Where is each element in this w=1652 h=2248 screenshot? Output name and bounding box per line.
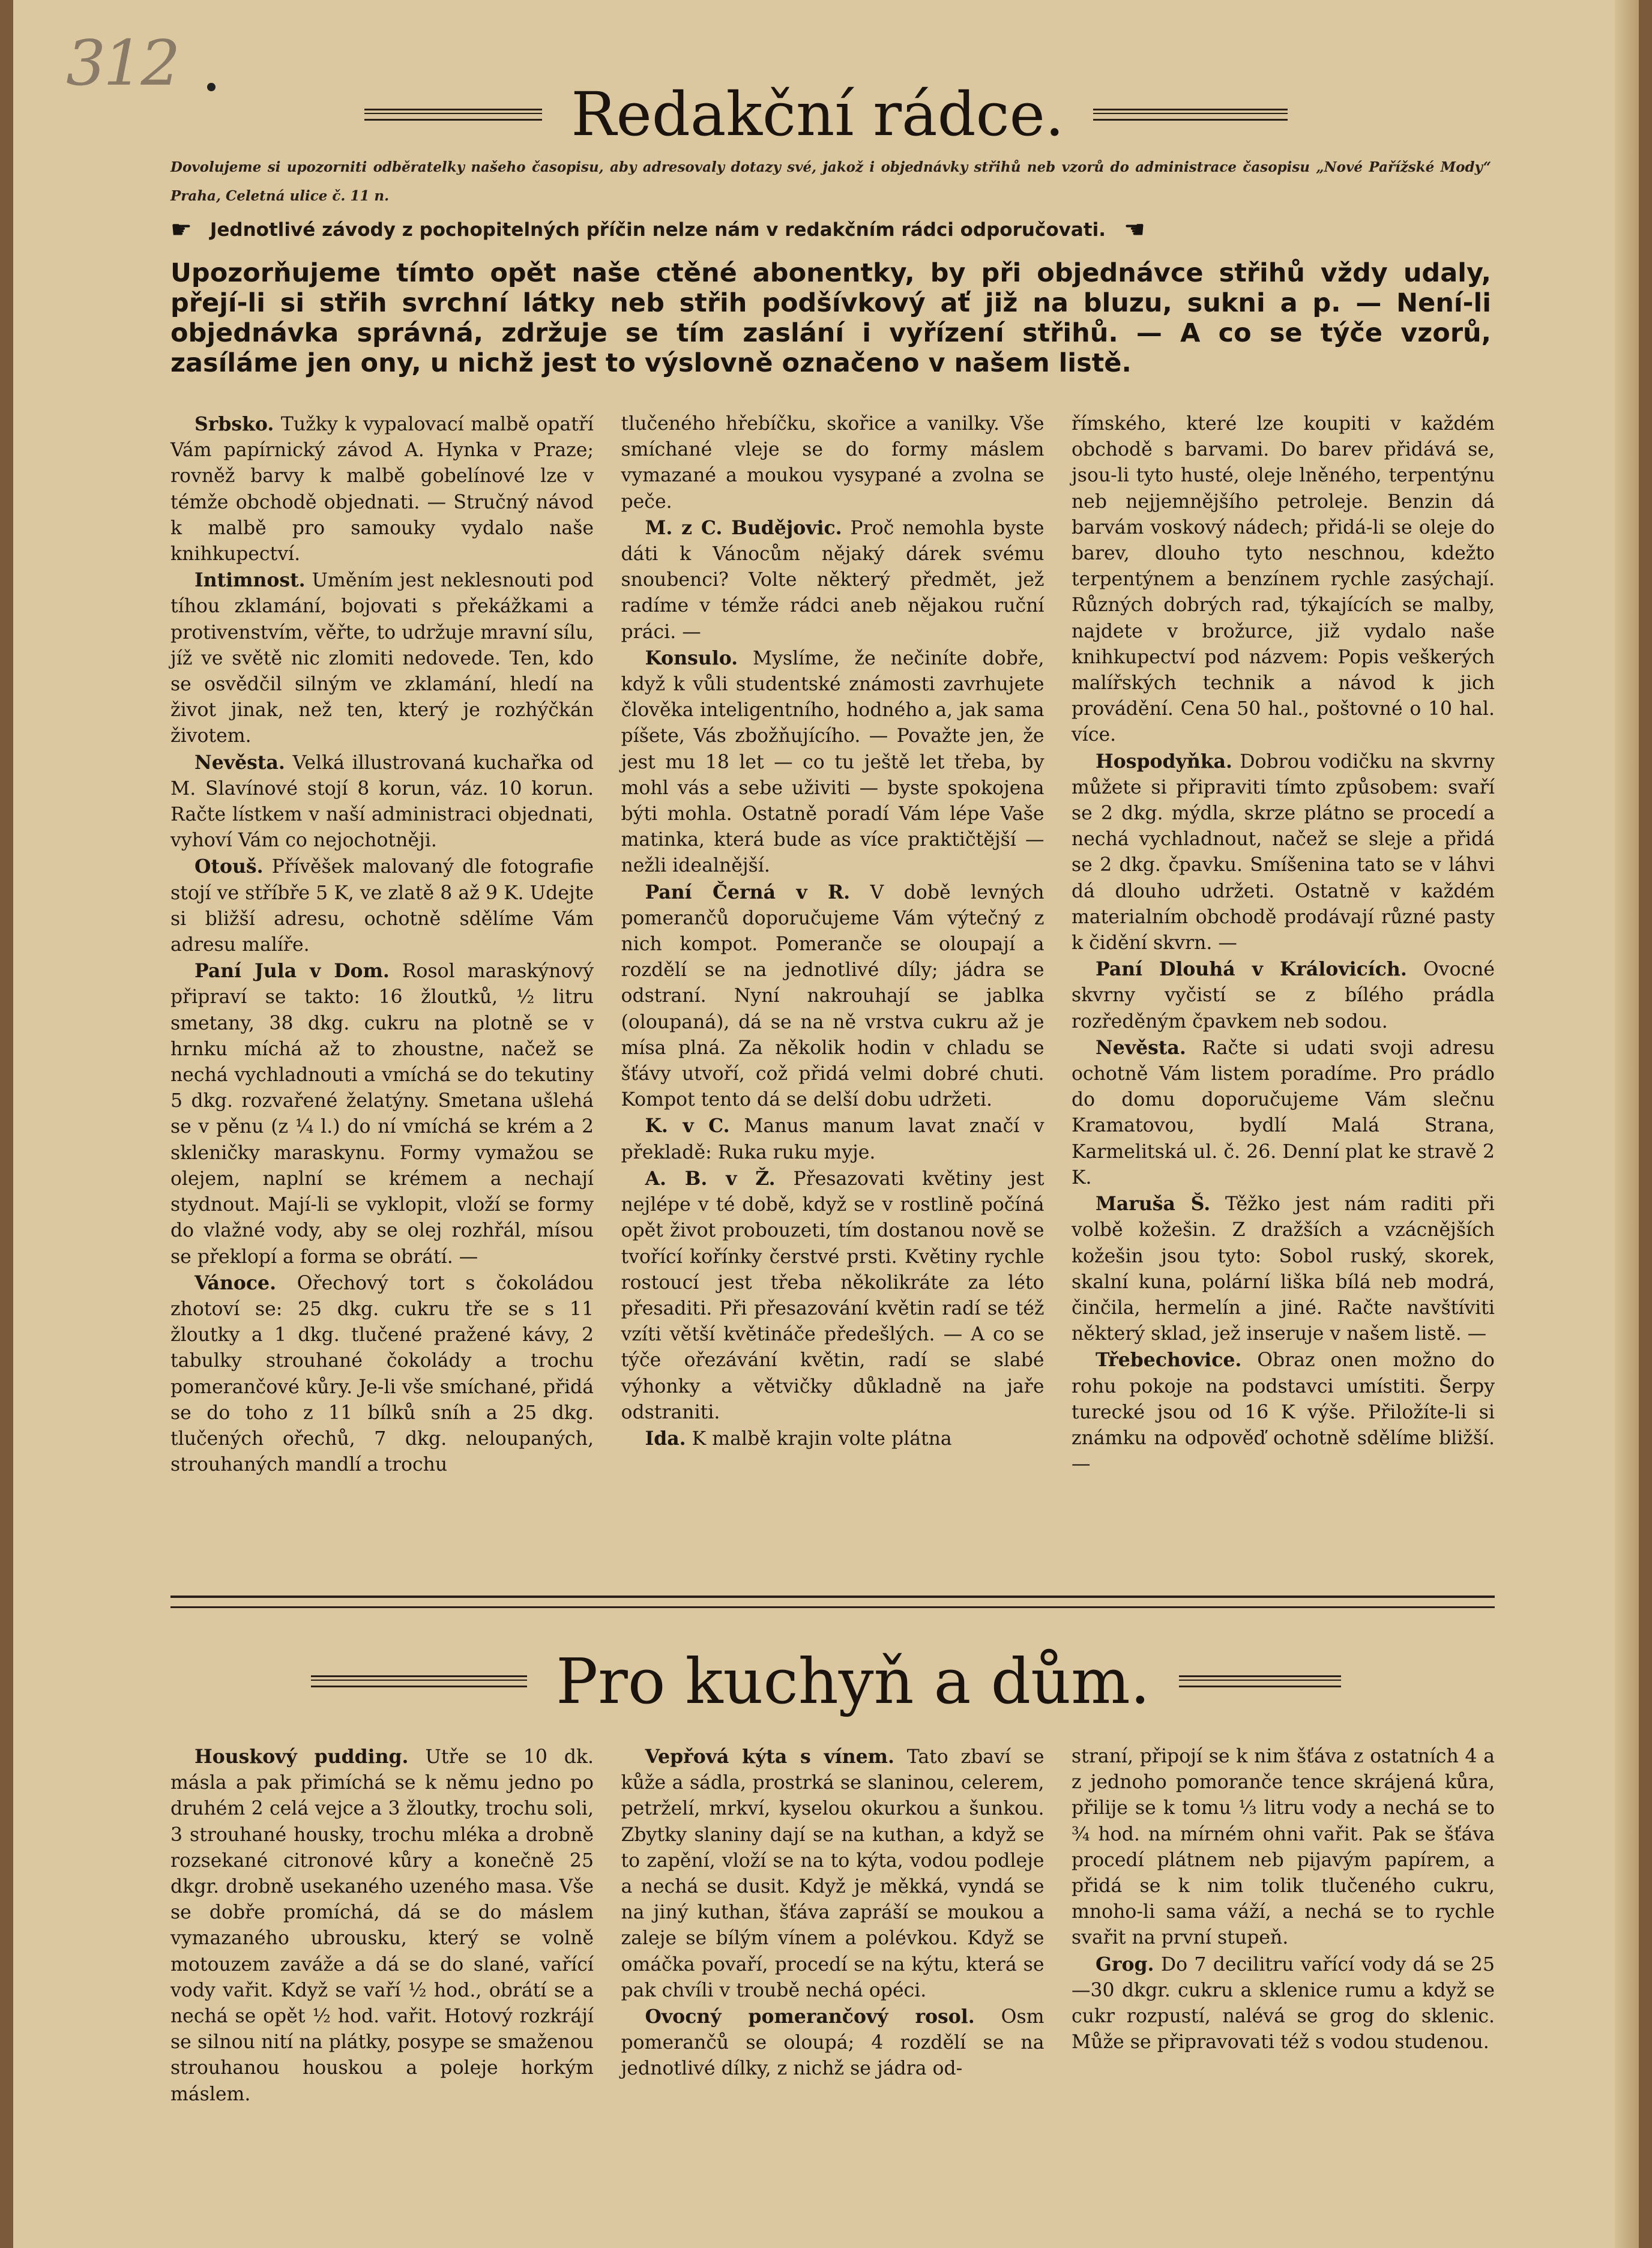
section1-heading <box>13 79 1639 149</box>
section2-columns <box>170 1744 1495 2108</box>
entry <box>1072 1951 1495 2056</box>
entry-text: Osm pomerančů se oloupá; 4 rozdělí se na jednotlivé dílky, z nichž se jádra od- <box>621 2006 1045 2080</box>
entry-heading: M. z C. Budějovic. <box>645 516 842 539</box>
editorial-notice-2 <box>170 216 1491 244</box>
entry-heading: Intimnost. <box>194 569 306 592</box>
entry-text: Myslíme, že nečiníte dobře, když k vůli studentské známosti zavrhujete člověka inteligentního, hodného a, jak sama píšete, Vás zbožňujícího. — Považte jen, že jest mu 18 let — co tu ještě let třeba, by mohl vás a sebe uživiti — byste spokojena býti mohla. Ostatně poradí Vám lépe Vaše matinka, která bude as více praktičtější — nežli idealnější. <box>621 647 1045 877</box>
entry <box>621 1426 1045 1452</box>
entry-text: Přesazovati květiny jest nejlépe v té době, když se v rostlině počíná opět život probouzeti, tím dostanou nově se tvořící kořínky čerstvé prsti. Květiny rychle rostoucí jest třeba několikráte za léto přesaditi. Při přesazování květin radí se též vzíti větší květináče předešlých. — A co se týče ořezávání květin, radí se slabé výhonky a větvičky důkladně na jaře odstraniti. <box>621 1168 1045 1423</box>
entry-text: Uměním jest neklesnouti pod tíhou zklamání, bojovati s překážkami a protivenstvím, věřte, to udržuje mravní sílu, jíž ve světě nic zlomiti nedovede. Ten, kdo se osvědčil silným ve zklamání, hledí na život jinak, než ten, který je rozhýčkán životem. <box>170 570 594 747</box>
entry <box>621 515 1045 645</box>
entry-text: tlučeného hřebíčku, skořice a vanilky. Vše smíchané vleje se do formy máslem vymazané a moukou vysypané a zvolna se peče. <box>621 413 1045 513</box>
entry <box>621 879 1045 1113</box>
section2-title: Pro kuchyň a dům. <box>556 1645 1150 1718</box>
entry-heading: Vepřová kýta s vínem. <box>645 1746 894 1768</box>
entry-text: Račte si udati svoji adresu ochotně Vám listem poradíme. Pro prádlo do domu doporučujeme Vám slečnu Kramatovou, bydlí Malá Strana, Karmelitská ul. č. 26. Denní plat ke stravě 2 K. <box>1072 1037 1495 1189</box>
entry-text: Utře se 10 dk. másla a pak přimíchá se k němu jedno po druhém 2 celá vejce a 3 žloutky, trochu soli, 3 strouhané housky, trochu mléka a drobně rozsekané citronové kůry a konečně 25 dkgr. drobně usekaného uzeného masa. Vše se dobře promíchá, dá se do máslem vymazaného ubrousku, který se volně motouzem zaváže a dá se do slané, vařící vody vařit. Když se vaří ½ hod., obrátí se a nechá se opět ½ hod. vařit. Hotový rozkrájí se silnou nití na plátky, posype se smaženou strouhanou houskou a poleje horkým máslem. <box>170 1746 594 2105</box>
entry <box>170 567 594 749</box>
entry-heading: A. B. v Ž. <box>645 1167 776 1190</box>
entry-text: Ořechový tort s čokoládou zhotoví se: 25 dkg. cukru tře se s 11 žloutky a 1 dkg. tlučené pražené kávy, 2 tabulky strouhané čokolády a trochu pomerančové kůry. Je-li vše smíchané, přidá se do toho z 11 bílků sníh a 25 dkg. tlučených ořechů, 7 dkg. neloupaných, strouhaných mandlí a trochu <box>170 1272 594 1476</box>
section2-heading <box>13 1645 1639 1718</box>
column-1 <box>170 411 594 1478</box>
entry-text: Proč nemohla byste dáti k Vánocům nějaký dárek svému snoubenci? Volte některý předmět, jež radíme v témže rádci aneb nějakou ruční práci. — <box>621 517 1045 643</box>
entry-heading: Hospodyňka. <box>1096 750 1232 773</box>
entry <box>621 1744 1045 2004</box>
title-rule-right <box>1093 109 1288 121</box>
entry-text: Manus manum lavat značí v překladě: Ruka ruku myje. <box>621 1115 1045 1163</box>
entry-text: Velká illustrovaná kuchařka od M. Slavínové stojí 8 korun, váz. 10 korun. Račte lístkem v naší administraci objednati, vyhoví Vám co nejochotněji. <box>170 752 594 852</box>
entry-heading: Nevěsta. <box>1096 1036 1186 1059</box>
recipe-column-2 <box>621 1744 1045 2108</box>
entry <box>621 411 1045 515</box>
entry <box>1072 411 1495 749</box>
entry <box>621 1166 1045 1426</box>
lead-paragraph: Upozorňujeme tímto opět naše ctěné abonentky, by při objednávce střihů vždy udaly, přejí-li si střih svrchní látky neb střih podšívkový ať již na bluzu, sukni a p. — Není-li objednávka správná, zdržuje se tím zaslání i vyřízení střihů. — A co se týče vzorů, zasíláme jen ony, u nichž jest to výslovně označeno v našem listě. <box>170 258 1491 378</box>
entry-heading: Paní Jula v Dom. <box>194 960 390 983</box>
entry-heading: Ida. <box>645 1427 686 1450</box>
entry <box>170 958 594 1270</box>
entry <box>1072 749 1495 957</box>
section1-columns <box>170 411 1495 1478</box>
entry-heading: Třebechovice. <box>1096 1349 1242 1372</box>
entry-heading: Vánoce. <box>194 1271 277 1294</box>
column-3 <box>1072 411 1495 1478</box>
title2-rule-left <box>311 1675 527 1687</box>
entry-heading: Ovocný pomerančový rosol. <box>645 2005 975 2028</box>
entry <box>621 645 1045 879</box>
entry-heading: Grog. <box>1096 1953 1154 1975</box>
entry-text: Tužky k vypalovací malbě opatří Vám papírnický závod A. Hynka v Praze; rovněž barvy k malbě gobelínové lze v témže obchodě objednati. — Stručný návod k malbě pro samouky vydalo naše knihkupectví. <box>170 414 594 565</box>
entry-heading: Paní Dlouhá v Královicích. <box>1096 958 1407 981</box>
section1-title: Redakční rádce. <box>571 79 1064 149</box>
entry-text: V době levných pomerančů doporučujeme Vám výtečný z nich kompot. Pomeranče se oloupají a rozdělí se na jednotlivé díly; jádra se odstraní. Nyní nakrouhají se jablka (oloupaná), dá se na ně vrstva cukru až je mísa plná. Za několik hodin v chladu se šťávy utvoří, což přidá velmi dobré chuti. Kompot tento dá se delší dobu udržeti. <box>621 881 1045 1111</box>
entry-text: K malbě krajin volte plátna <box>692 1427 952 1450</box>
entry-text: římského, které lze koupiti v každém obchodě s barvami. Do barev přidává se, jsou-li tyto husté, oleje lněného, terpentýnu neb nejjemnějšího petroleje. Benzin dá barvám voskový nádech; přidá-li se oleje do barev, dlouho tyto neschnou, kdežto terpentýnem a benzínem rychle zasýchají. Různých dobrých rad, týkajících se malby, najdete v brožurce, již vydalo naše knihkupectví pod názvem: Popis veškerých malířských technik a návod k jich provádění. Cena 50 hal., poštovné o 10 hal. více. <box>1072 413 1495 746</box>
entry-text: Těžko jest nám raditi při volbě kožešin. Z dražších a vzácnějších kožešin jsou tyto: Sobol ruský, skorek, skalní kuna, polární liška bílá neb modrá, činčila, hermelín a jiné. Račte navštíviti některý sklad, jež inseruje v našem listě. — <box>1072 1193 1495 1345</box>
entry-text: Do 7 decilitru vařící vody dá se 25—30 dkgr. cukru a sklenice rumu a když se cukr rozpustí, nalévá se grog do sklenic. Může se připravovati též s vodou studenou. <box>1072 1953 1495 2054</box>
entry-heading: Konsulo. <box>645 646 738 669</box>
entry <box>1072 1191 1495 1347</box>
title2-rule-right <box>1179 1675 1341 1687</box>
entry-heading: Otouš. <box>194 855 264 878</box>
section-separator <box>170 1596 1495 1608</box>
entry <box>1072 1744 1495 1951</box>
page-number: 312 <box>66 26 178 100</box>
entry-heading: K. v C. <box>645 1115 730 1138</box>
entry-text: Přívěšek malovaný dle fotografie stojí ve stříbře 5 K, ve zlatě 8 až 9 K. Udejte si bližší adresu, ochotně sdělíme Vám adresu malíře. <box>170 856 594 956</box>
entry-heading: Houskový pudding. <box>194 1746 409 1768</box>
entry <box>170 854 594 958</box>
entry-text: Dobrou vodičku na skvrny můžete si připraviti tímto způsobem: svaří se 2 dkg. mýdla, skrze plátno se procedí a nechá vychladnout, načež se sleje a přidá se 2 dkg. čpavku. Smíšenina tato se v láhvi dá dlouho udržeti. Ostatně v každém materialním obchodě prodávají různé pasty k čidění skvrn. — <box>1072 750 1495 954</box>
entry-text: Rosol maraskýnový připraví se takto: 16 žloutků, ½ litru smetany, 38 dkg. cukru na plotně se v hrnku míchá až to zhoustne, načež se nechá vychladnouti a vmíchá se do tekutiny 5 dkg. rozvařené želatýny. Smetana ušlehá se v pěnu (z ¼ l.) do ní vmíchá se krém a 2 skleničky maraskynu. Formy vymažou se olejem, naplní se krémem a nechají stydnout. Mají-li se vyklopit, vloží se formy do vlažné vody, aby se olej rozhřál, mísou se překlopí a forma se obrátí. — <box>170 960 594 1268</box>
entry <box>170 1744 594 2108</box>
title-rule-left <box>364 109 542 121</box>
pointing-hand-left-icon: ☚ <box>1123 216 1145 244</box>
recipe-column-3 <box>1072 1744 1495 2108</box>
entry <box>1072 1035 1495 1191</box>
pointing-hand-icon: ☛ <box>170 216 192 244</box>
entry-text: Tato zbaví se kůže a sádla, prostrká se slaninou, celerem, petrželí, mrkví, kyselou okurkou a šunkou. Zbytky slaniny dají se na kuthan, a když se to zapění, vloží se na to kýta, vodou podleje a nechá se dusit. Když je měkká, vyndá se na jiný kuthan, šťáva zapráší se moukou a zaleje se bílým vínem a polévkou. Když se omáčka povaří, procedí se na kýtu, která se pak chvíli v troubě nechá opéci. <box>621 1746 1045 2001</box>
entry <box>170 750 594 854</box>
notice2-text: Jednotlivé závody z pochopitelných příčin nelze nám v redakčním rádci odporučovati. <box>210 219 1106 241</box>
entry-heading: Nevěsta. <box>194 751 285 774</box>
entry <box>170 1270 594 1478</box>
entry <box>621 2004 1045 2082</box>
entry <box>1072 1347 1495 1477</box>
entry <box>1072 956 1495 1035</box>
entry-text: Obraz onen možno do rohu pokoje na podstavci umístiti. Šerpy turecké jsou od 16 K výše. Přiložíte-li si známku na odpověď ochotně sdělíme bližší. — <box>1072 1349 1495 1475</box>
entry-heading: Srbsko. <box>194 413 274 435</box>
entry <box>621 1113 1045 1165</box>
entry-heading: Maruša Š. <box>1096 1193 1211 1216</box>
entry <box>170 411 594 567</box>
editorial-notice: Dovolujeme si upozorniti odběratelky našeho časopisu, aby adresovaly dotazy své, jakož i objednávky střihů neb vzorů do administrace časopisu „Nové Pařížské Mody“ Praha, Celetná ulice č. 11 n. <box>170 159 1491 204</box>
page-edge <box>1615 0 1639 2248</box>
magazine-page <box>13 0 1639 2248</box>
entry-heading: Paní Černá v R. <box>645 881 851 903</box>
entry-text: Ovocné skvrny vyčistí se z bílého prádla rozředěným čpavkem neb sodou. <box>1072 959 1495 1032</box>
entry-text: straní, připojí se k nim šťáva z ostatních 4 a z jednoho pomoranče tence skrájená kůra, přilije se k tomu ⅓ litru vody a nechá se to ¾ hod. na mírném ohni vařit. Pak se šťáva procedí plátnem neb pijavým papírem, a přidá se k nim tolik tlučeného cukru, mnoho-li sama váží, a nechá se to rychle svařit na první stupeň. <box>1072 1746 1495 1949</box>
column-2 <box>621 411 1045 1478</box>
recipe-column-1 <box>170 1744 594 2108</box>
